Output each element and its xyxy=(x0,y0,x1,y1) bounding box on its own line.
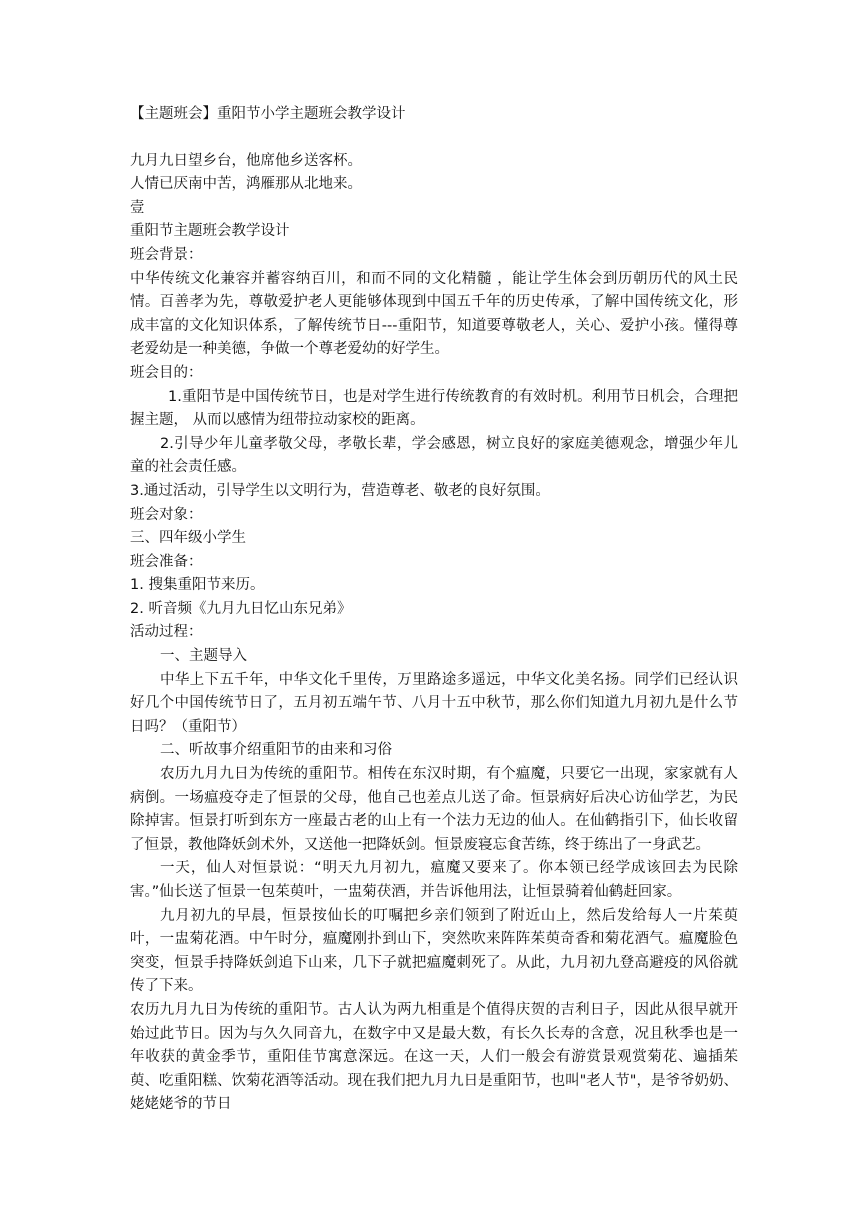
goal-item: 1.重阳节是中国传统节日，也是对学生进行传统教育的有效时机。利用节日机会，合理把握主题， 从而以感情为纽带拉动家校的距离。 xyxy=(130,388,738,429)
process-section-1-heading: 一、主题导入 xyxy=(160,648,247,665)
audience-heading: 班会对象： xyxy=(130,506,203,523)
preparation-item: 1. 搜集重阳节来历。 xyxy=(130,577,265,594)
closing-paragraph: 农历九月九日为传统的重阳节。古人认为两九相重是个值得庆贺的吉利日子，因此从很早就开始过此节日。因为与久久同音九，在数字中又是最大数，有长久长寿的含意，况且秋季也是一年收获的黄金季节，重阳佳节寓意深远。在这一天，人们一般会有游赏景观赏菊花、遍插茱萸、吃重阳糕、饮菊花酒等活动。现在我们把九月九日是重阳节，也叫"老人节"，是爷爷奶奶、姥姥姥爷的节日 xyxy=(130,1001,738,1113)
doc-title: 重阳节主题班会教学设计 xyxy=(130,223,290,240)
process-section-2-heading: 二、听故事介绍重阳节的由来和习俗 xyxy=(160,742,392,759)
poem-line-2: 人情已厌南中苦，鸿雁那从北地来。 xyxy=(130,176,362,193)
preparation-item: 2. 听音频《九月九日忆山东兄弟》 xyxy=(130,600,352,617)
story-paragraph: 一天，仙人对恒景说：“明天九月初九，瘟魔又要来了。你本领已经学成该回去为民除害。”仙长送了恒景一包茱萸叶，一盅菊茯酒，并告诉他用法，让恒景骑着仙鹤赶回家。 xyxy=(130,860,738,900)
section-mark: 壹 xyxy=(130,199,145,216)
goal-item: 3.通过活动，引导学生以文明行为，营造尊老、敬老的良好氛围。 xyxy=(130,482,550,499)
goal-item: 2.引导少年儿童孝敬父母，孝敬长辈，学会感恩，树立良好的家庭美德观念，增强少年儿童的社会责任感。 xyxy=(130,435,738,476)
story-paragraph: 九月初九的早晨，恒景按仙长的叮嘱把乡亲们领到了附近山上，然后发给每人一片茱萸叶，一盅菊花酒。中午时分，瘟魔刚扑到山下，突然吹来阵阵茱萸奇香和菊花酒气。瘟魔脸色突变，恒景手持降妖剑追下山来，几下子就把瘟魔刺死了。从此，九月初九登高避疫的风俗就传了下来。 xyxy=(130,907,738,995)
preparation-heading: 班会准备： xyxy=(130,553,203,570)
goals-heading: 班会目的： xyxy=(130,364,203,381)
story-paragraph: 农历九月九日为传统的重阳节。相传在东汉时期，有个瘟魔，只要它一出现，家家就有人病倒。一场瘟疫夺走了恒景的父母，他自己也差点儿送了命。恒景病好后决心访仙学艺，为民除掉害。恒景打听到东方一座最古老的山上有一个法力无边的仙人。在仙鹤指引下，仙长收留了恒景，教他降妖剑术外，又送他一把降妖剑。恒景废寝忘食苦练，终于练出了一身武艺。 xyxy=(130,766,738,853)
process-section-1-text: 中华上下五千年，中华文化千里传，万里路途多遥远，中华文化美名扬。同学们已经认识好几个中国传统节日了，五月初五端午节、八月十五中秋节，那么你们知道九月初九是什么节日吗？（重阳节） xyxy=(130,671,738,735)
process-heading: 活动过程： xyxy=(130,624,203,641)
audience-text: 三、四年级小学生 xyxy=(130,530,246,547)
background-heading: 班会背景： xyxy=(130,246,203,263)
document-title: 【主题班会】重阳节小学主题班会教学设计 xyxy=(130,106,406,122)
poem-line-1: 九月九日望乡台，他席他乡送客杯。 xyxy=(130,152,362,169)
background-text: 中华传统文化兼容并蓄容纳百川，和而不同的文化精髓 ，能让学生体会到历朝历代的风土民情。百善孝为先，尊敬爱护老人更能够体现到中国五千年的历史传承，了解中国传统文化，形成丰富的文化知识体系，了解传统节日---重阳节，知道要尊敬老人，关心、爱护小孩。懂得尊老爱幼是一种美德，争做一个尊老爱幼的好学生。 xyxy=(130,270,738,358)
